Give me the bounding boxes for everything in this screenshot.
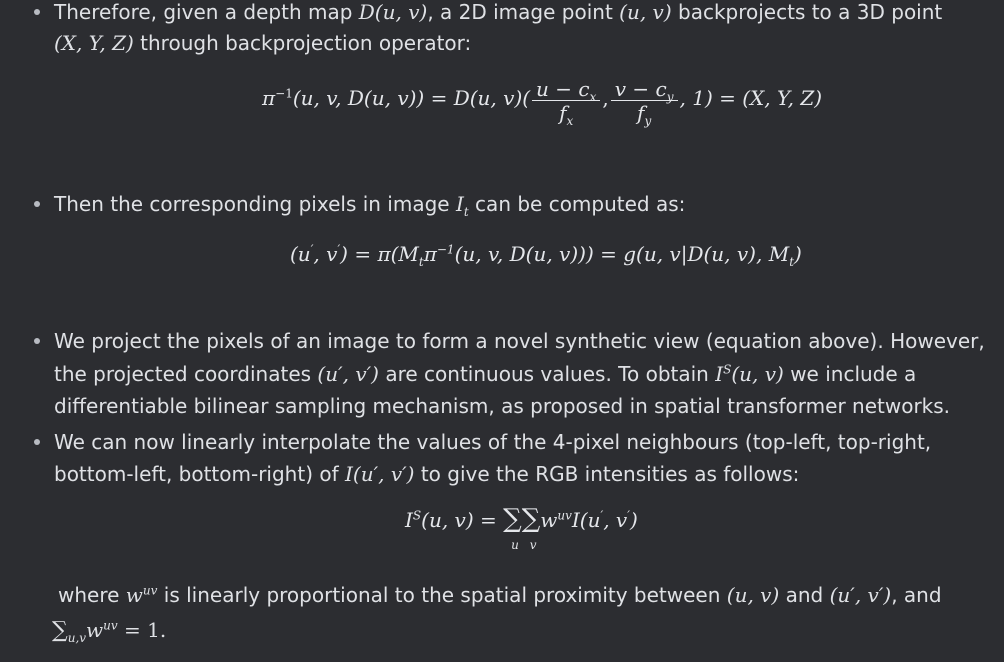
paragraph-line [54, 191, 685, 217]
math: t [789, 255, 795, 269]
math: (u [290, 242, 311, 266]
math: t [463, 205, 469, 219]
paragraph-line [54, 429, 931, 455]
math: ′ [627, 508, 630, 523]
paragraph-line [58, 582, 942, 608]
text: Therefore, given a depth map [54, 0, 359, 24]
math: π [262, 86, 276, 110]
bullet-dot [32, 437, 42, 447]
math: I(u [571, 508, 601, 532]
math: w [86, 618, 104, 642]
math: v − c [614, 77, 667, 101]
math: y [644, 114, 652, 128]
math: π [423, 242, 437, 266]
paragraph-line [54, 0, 942, 25]
text: through backprojection operator: [133, 31, 472, 55]
math: I [405, 508, 413, 532]
text: bottom-left, bottom-right) of [54, 462, 345, 486]
math: uv [557, 508, 572, 523]
math: x [566, 114, 574, 128]
math: uv [103, 618, 118, 633]
text: , a 2D image point [427, 0, 620, 24]
math: ) [794, 242, 802, 266]
math: , v [603, 508, 628, 532]
bilinear-sampling-equation [405, 504, 638, 552]
text: to give the RGB intensities as follows: [414, 462, 800, 486]
text: We project the pixels of an image to form a novel synthetic view (equation above). However, [54, 329, 985, 353]
math: x [589, 90, 597, 104]
text: We can now linearly interpolate the values of the 4-pixel neighbours (top-left, top-right, [54, 430, 932, 454]
math: ∑ [52, 618, 68, 643]
math: (X, Y, Z) [54, 31, 134, 55]
math: ) = π(M [340, 242, 419, 266]
math: (u, v) [619, 0, 672, 24]
bullet-dot [32, 7, 42, 17]
math: ∑ [521, 504, 541, 534]
bullet-dot [32, 336, 42, 346]
fraction-denominator [532, 101, 600, 128]
text: and [779, 583, 830, 607]
math: u − c [536, 77, 590, 101]
math: D(u, v) [358, 0, 428, 24]
bullet-dot [32, 199, 42, 209]
math: −1 [436, 242, 455, 257]
paragraph-line [52, 617, 166, 644]
math: −1 [275, 86, 293, 101]
math: (u, v) = [421, 508, 504, 532]
text: the projected coordinates [54, 362, 318, 386]
math: , 1) = (X, Y, Z) [679, 86, 823, 110]
math: , v [313, 242, 338, 266]
backprojection-equation [262, 76, 823, 128]
fraction [532, 77, 600, 128]
math: f [559, 101, 567, 125]
math: I [455, 192, 464, 216]
paragraph-line [54, 361, 916, 387]
math: ′ [337, 242, 341, 257]
math: ′ [600, 508, 604, 523]
fraction [611, 77, 678, 128]
text: can be computed as: [468, 192, 686, 216]
summation [503, 504, 522, 552]
math: v [529, 538, 537, 552]
math: , [602, 86, 609, 110]
math: S [723, 362, 732, 377]
math: u,v [67, 631, 87, 645]
text: , and [891, 583, 942, 607]
summation [521, 504, 541, 552]
math: y [666, 90, 674, 104]
text: we include a [783, 362, 917, 386]
text: are continuous values. To obtain [379, 362, 716, 386]
math: uv [142, 583, 158, 598]
math: ′ [310, 242, 314, 257]
math: (u, v, D(u, v))) = g(u, v|D(u, v), M [454, 242, 790, 266]
math: t [418, 255, 424, 269]
text: Then the corresponding pixels in image [54, 192, 456, 216]
math: (u, v) [726, 583, 780, 607]
text: differentiable bilinear sampling mechanism, as proposed in spatial transformer networks. [54, 394, 951, 418]
math: w [540, 508, 558, 532]
math: ∑ [503, 504, 522, 534]
paragraph-line [54, 461, 799, 487]
text: backprojects to a 3D point [671, 0, 943, 24]
math: w [125, 583, 143, 607]
math: (u′, v′) [829, 583, 892, 607]
math: (u, v) [731, 362, 784, 386]
math: (u, v, D(u, v)) = D(u, v)( [292, 86, 531, 110]
text: where [58, 583, 126, 607]
fraction-numerator [532, 77, 600, 104]
fraction-denominator [611, 101, 678, 128]
fraction-numerator [611, 77, 678, 104]
math: f [637, 101, 645, 125]
projection-equation [290, 242, 802, 269]
math: (u′, v′) [317, 362, 379, 386]
math: I [715, 362, 724, 386]
paragraph-line [54, 328, 985, 354]
paragraph-line [54, 30, 471, 56]
paragraph-line [54, 393, 950, 419]
math: S [412, 508, 422, 523]
math: ) [629, 508, 638, 532]
math: u [511, 538, 519, 552]
math: I(u′, v′) [345, 462, 415, 486]
text: is linearly proportional to the spatial proximity between [157, 583, 727, 607]
math: = 1. [117, 618, 167, 642]
